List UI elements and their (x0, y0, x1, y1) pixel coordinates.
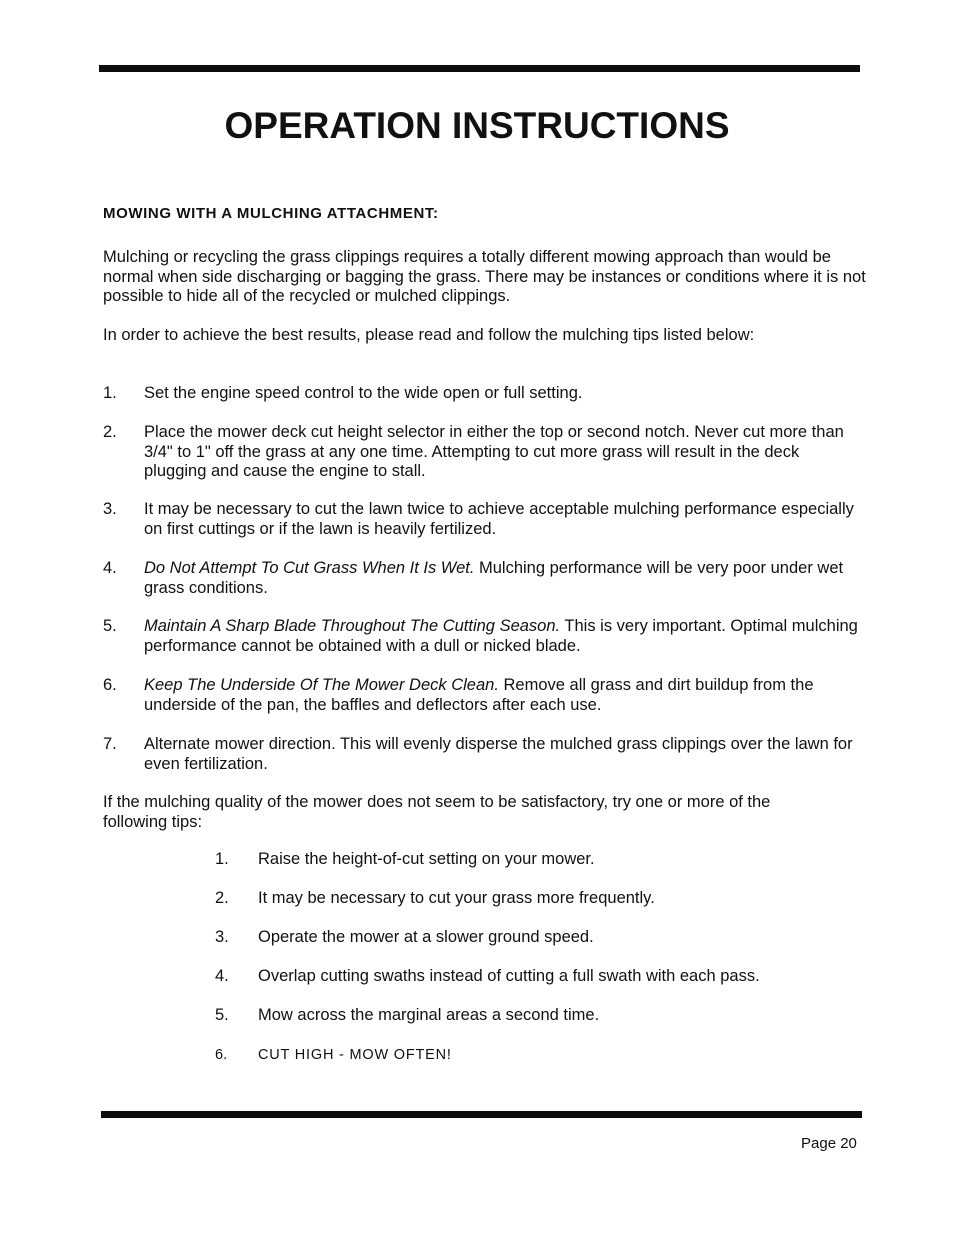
page-title: OPERATION INSTRUCTIONS (224, 105, 730, 146)
step-body: Remove all grass and dirt buildup from the underside of the pan, the baffles and deflectors after each use. (144, 676, 814, 714)
step-text (144, 559, 862, 598)
tip-text: Operate the mower at a slower ground speed. (258, 928, 594, 946)
step-number: 3. (103, 500, 117, 518)
step-emphasis: Maintain A Sharp Blade Throughout The Cutting Season. (144, 617, 561, 635)
page-number: Page 20 (801, 1135, 857, 1152)
intro-paragraph: Mulching or recycling the grass clippings requires a totally different mowing approach than would be normal when side discharging or bagging the grass. There may be instances or conditions where it is not possible to hide all of the recycled or mulched clippings. (103, 248, 866, 305)
tip-number: 5. (215, 1006, 229, 1024)
step-number: 2. (103, 423, 117, 441)
step-body: Set the engine speed control to the wide open or full setting. (144, 384, 583, 402)
step-number: 6. (103, 676, 117, 694)
bottom-divider (101, 1111, 862, 1118)
tip-number: 3. (215, 928, 229, 946)
step-text (144, 384, 862, 404)
tip-text: Mow across the marginal areas a second time. (258, 1006, 600, 1024)
step-body: Mulching performance will be very poor under wet grass conditions. (144, 559, 844, 597)
tip-number: 1. (215, 850, 229, 868)
step-body: Place the mower deck cut height selector in either the top or second notch. Never cut more than 3/4" to 1" off the grass at any one time. Attempting to cut more grass will result in the deck plugging and cause the engine to stall. (144, 423, 844, 480)
step-body: It may be necessary to cut the lawn twice to achieve acceptable mulching performance especially on first cuttings or if the lawn is heavily fertilized. (144, 500, 854, 538)
top-divider (99, 65, 860, 72)
tip-text: It may be necessary to cut your grass more frequently. (258, 889, 655, 907)
step-text (144, 676, 862, 715)
tip-text: Overlap cutting swaths instead of cutting a full swath with each pass. (258, 967, 760, 985)
step-number: 5. (103, 617, 117, 635)
step-number: 7. (103, 735, 117, 753)
step-emphasis: Keep The Underside Of The Mower Deck Clean. (144, 676, 499, 694)
tip-number: 4. (215, 967, 229, 985)
step-text (144, 617, 862, 656)
step-number: 1. (103, 384, 117, 402)
step-emphasis: Do Not Attempt To Cut Grass When It Is Wet. (144, 559, 475, 577)
step-text (144, 735, 862, 774)
section-heading: MOWING WITH A MULCHING ATTACHMENT: (103, 205, 439, 222)
lead-paragraph: In order to achieve the best results, please read and follow the mulching tips listed below: (103, 326, 755, 344)
step-text (144, 423, 862, 482)
step-body: Alternate mower direction. This will evenly disperse the mulched grass clippings over the lawn for even fertilization. (144, 735, 853, 773)
tips-intro: If the mulching quality of the mower does not seem to be satisfactory, try one or more of the following tips: (103, 793, 771, 831)
tip-text: CUT HIGH - MOW OFTEN! (258, 1047, 452, 1063)
step-text (144, 500, 862, 539)
tip-number: 2. (215, 889, 229, 907)
step-body: This is very important. Optimal mulching performance cannot be obtained with a dull or nicked blade. (144, 617, 858, 655)
tip-number: 6. (215, 1047, 228, 1063)
tip-text: Raise the height-of-cut setting on your mower. (258, 850, 595, 868)
step-number: 4. (103, 559, 117, 577)
